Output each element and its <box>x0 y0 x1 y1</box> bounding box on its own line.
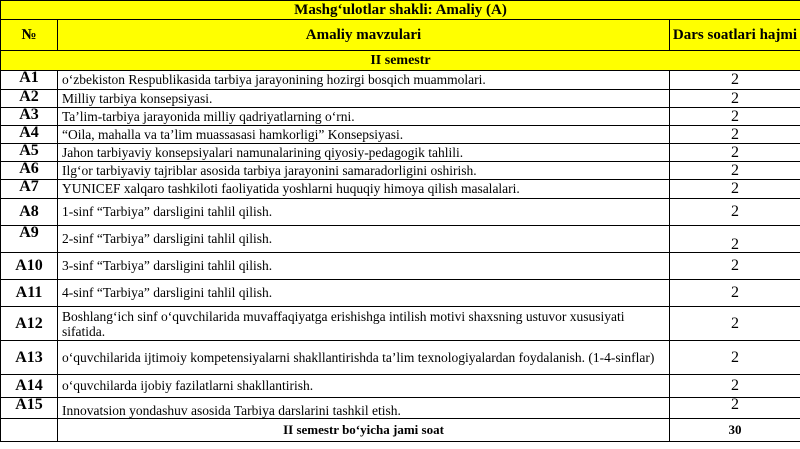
row-hours: 2 <box>670 375 800 398</box>
header-number: № <box>1 20 58 51</box>
row-id: A6 <box>1 162 58 180</box>
table-caption: Mashg‘ulotlar shakli: Amaliy (A) <box>1 1 800 20</box>
row-id: A15 <box>1 398 58 419</box>
total-row <box>1 419 800 442</box>
header-topic: Amaliy mavzulari <box>58 20 670 51</box>
row-id: A8 <box>1 199 58 226</box>
row-topic: o‘zbekiston Respublikasida tarbiya jarayonining hozirgi bosqich muammolari. <box>58 71 670 90</box>
row-id: A2 <box>1 90 58 108</box>
row-topic: Milliy tarbiya konsepsiyasi. <box>58 90 670 108</box>
row-hours: 2 <box>670 341 800 375</box>
row-id: A1 <box>1 71 58 90</box>
table-row <box>1 398 800 419</box>
row-topic: 4-sinf “Tarbiya” darsligini tahlil qilish. <box>58 280 670 307</box>
table-row <box>1 108 800 126</box>
row-topic: o‘quvchilarda ijobiy fazilatlarni shakllantirish. <box>58 375 670 398</box>
row-hours: 2 <box>670 162 800 180</box>
row-id: A10 <box>1 253 58 280</box>
row-hours: 2 <box>670 108 800 126</box>
row-hours: 2 <box>670 226 800 253</box>
table-row <box>1 341 800 375</box>
semester-row <box>1 51 800 71</box>
total-empty-cell <box>1 419 58 442</box>
row-topic: Innovatsion yondashuv asosida Tarbiya darslarini tashkil etish. <box>58 398 670 419</box>
row-topic: 1-sinf “Tarbiya” darsligini tahlil qilish. <box>58 199 670 226</box>
total-hours: 30 <box>670 419 800 442</box>
table-row <box>1 280 800 307</box>
row-hours: 2 <box>670 280 800 307</box>
row-hours: 2 <box>670 398 800 419</box>
table-caption-row <box>1 1 800 20</box>
row-topic: YUNICEF xalqaro tashkiloti faoliyatida yoshlarni huquqiy himoya qilish masalalari. <box>58 180 670 199</box>
total-label: II semestr bo‘yicha jami soat <box>58 419 670 442</box>
row-topic: Ta’lim-tarbiya jarayonida milliy qadriyatlarning o‘rni. <box>58 108 670 126</box>
header-hours: Dars soatlari hajmi <box>670 20 800 51</box>
table-row <box>1 126 800 144</box>
row-id: A3 <box>1 108 58 126</box>
row-hours: 2 <box>670 180 800 199</box>
row-topic: o‘quvchilarida ijtimoiy kompetensiyalarni shakllantirishda ta’lim texnologiyalardan foydalanish. (1-4-sinflar) <box>58 341 670 375</box>
row-id: A14 <box>1 375 58 398</box>
row-hours: 2 <box>670 307 800 341</box>
table-row <box>1 226 800 253</box>
table-row <box>1 253 800 280</box>
table-row <box>1 162 800 180</box>
table-row <box>1 144 800 162</box>
table-row <box>1 199 800 226</box>
table-row <box>1 180 800 199</box>
row-topic: 2-sinf “Tarbiya” darsligini tahlil qilish. <box>58 226 670 253</box>
row-topic: “Oila, mahalla va ta’lim muassasasi hamkorligi” Konsepsiyasi. <box>58 126 670 144</box>
row-hours: 2 <box>670 253 800 280</box>
row-id: A12 <box>1 307 58 341</box>
row-hours: 2 <box>670 199 800 226</box>
row-hours: 2 <box>670 71 800 90</box>
table-row <box>1 307 800 341</box>
semester-label: II semestr <box>1 51 800 71</box>
row-topic: Jahon tarbiyaviy konsepsiyalari namunalarining qiyosiy-pedagogik tahlili. <box>58 144 670 162</box>
row-id: A4 <box>1 126 58 144</box>
row-id: A9 <box>1 226 58 253</box>
row-id: A5 <box>1 144 58 162</box>
table-row <box>1 375 800 398</box>
table-row <box>1 71 800 90</box>
row-hours: 2 <box>670 126 800 144</box>
row-hours: 2 <box>670 90 800 108</box>
row-id: A13 <box>1 341 58 375</box>
header-row <box>1 20 800 51</box>
row-topic: Boshlang‘ich sinf o‘quvchilarida muvaffaqiyatga erishishga intilish motivi shaxsning ustuvor xususiyati sifatida. <box>58 307 670 341</box>
table-row <box>1 90 800 108</box>
row-id: A11 <box>1 280 58 307</box>
row-topic: Ilg‘or tarbiyaviy tajriblar asosida tarbiya jarayonini samaradorligini oshirish. <box>58 162 670 180</box>
row-hours: 2 <box>670 144 800 162</box>
row-topic: 3-sinf “Tarbiya” darsligini tahlil qilish. <box>58 253 670 280</box>
row-id: A7 <box>1 180 58 199</box>
